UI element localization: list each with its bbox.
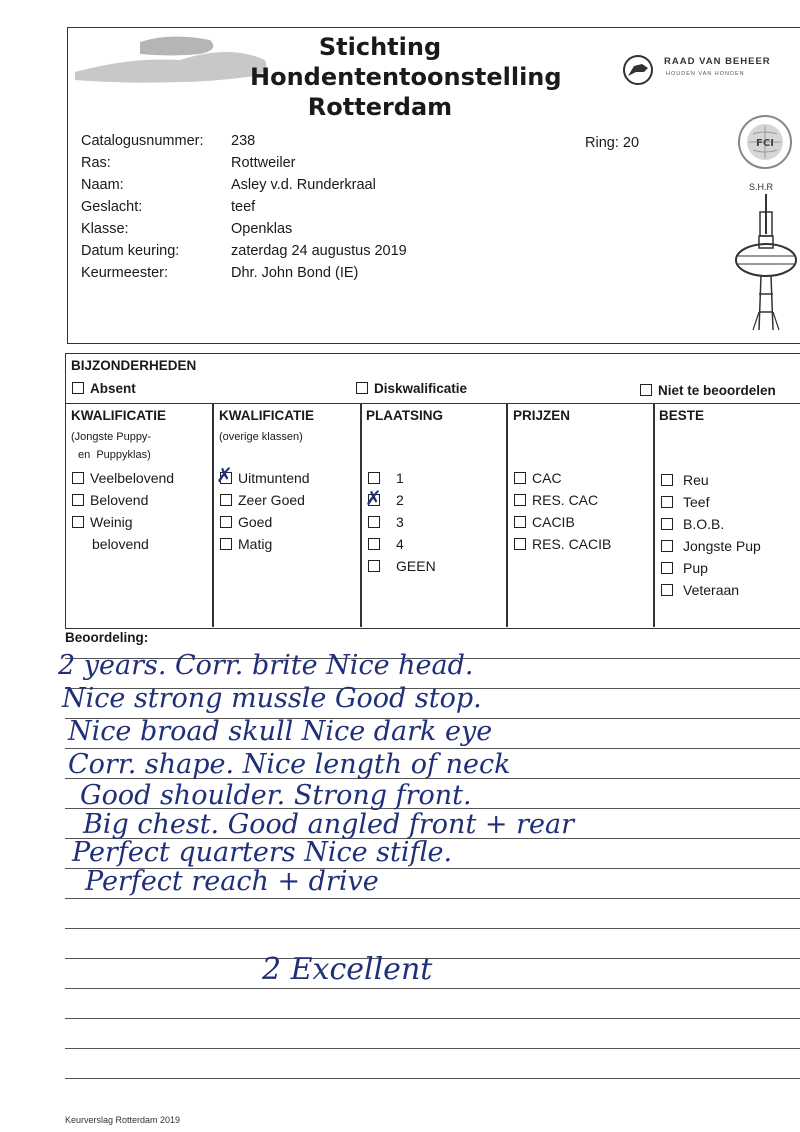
rvb-logo-text: RAAD VAN BEHEER xyxy=(664,56,771,67)
kwal1-sub1: (Jongste Puppy- xyxy=(71,431,152,443)
handwritten-line: Nice strong mussle Good stop. xyxy=(62,683,482,714)
option-label: Reu xyxy=(683,472,709,488)
beoordeling-label: Beoordeling: xyxy=(65,630,149,645)
kwal1-title: KWALIFICATIE xyxy=(71,408,166,423)
prijzen-option[interactable] xyxy=(514,467,562,489)
handwritten-check-mark: ✗ xyxy=(216,463,233,487)
checkbox[interactable] xyxy=(72,516,84,528)
kwal2-option[interactable] xyxy=(220,489,305,511)
page-title xyxy=(250,32,562,122)
checkbox[interactable] xyxy=(661,562,673,574)
checkbox[interactable] xyxy=(661,474,673,486)
prijzen-option[interactable] xyxy=(514,511,575,533)
option-label: GEEN xyxy=(396,558,436,574)
handwritten-line: Nice broad skull Nice dark eye xyxy=(68,716,493,747)
euromast-tower-icon xyxy=(733,194,799,334)
checkbox[interactable] xyxy=(368,538,380,550)
plaatsing-option[interactable] xyxy=(368,533,404,555)
plaatsing-option[interactable] xyxy=(368,555,436,577)
option-label: 4 xyxy=(396,536,404,552)
checkbox[interactable] xyxy=(661,584,673,596)
handwritten-line: Good shoulder. Strong front. xyxy=(80,780,472,811)
rvb-dog-logo-icon xyxy=(620,52,660,88)
kwal1-option[interactable] xyxy=(72,489,148,511)
option-label: Uitmuntend xyxy=(238,470,310,486)
diskwalificatie-option[interactable] xyxy=(356,378,467,400)
rvb-logo-subtitle: HOUDEN VAN HONDEN xyxy=(666,71,745,77)
option-label: Belovend xyxy=(90,492,149,508)
handwritten-line: 2 years. Corr. brite Nice head. xyxy=(58,650,474,681)
title-line-1: Stichting xyxy=(318,33,442,61)
page-footer: Keurverslag Rotterdam 2019 xyxy=(65,1115,181,1125)
option-label: RES. CACIB xyxy=(532,536,612,552)
option-label: Teef xyxy=(683,494,710,510)
value-naam: Asley v.d. Runderkraal xyxy=(231,177,376,193)
column-divider xyxy=(653,403,655,627)
handwritten-line: Perfect reach + drive xyxy=(85,866,379,897)
option-label: Veteraan xyxy=(683,582,740,598)
handwritten-line: Perfect quarters Nice stifle. xyxy=(72,837,453,868)
kwal1-option[interactable] xyxy=(72,511,133,533)
checkbox[interactable] xyxy=(220,494,232,506)
fci-logo-text: FCI xyxy=(756,138,774,149)
niet-beoordelen-label: Niet te beoordelen xyxy=(658,383,776,398)
checkbox[interactable] xyxy=(72,472,84,484)
title-line-3: Rotterdam xyxy=(307,93,453,121)
absent-label: Absent xyxy=(90,381,136,396)
niet-beoordelen-checkbox[interactable] xyxy=(640,384,652,396)
checkbox[interactable] xyxy=(514,516,526,528)
kwal2-sub: (overige klassen) xyxy=(219,431,303,443)
handwritten-check-mark: ✗ xyxy=(365,486,382,510)
ruled-line xyxy=(65,928,800,929)
title-line-2: Hondententoonstelling xyxy=(250,63,562,91)
absent-checkbox[interactable] xyxy=(72,382,84,394)
value-datum: zaterdag 24 augustus 2019 xyxy=(231,243,407,259)
option-label: Jongste Pup xyxy=(683,538,761,554)
option-label: B.O.B. xyxy=(683,516,725,532)
prijzen-title: PRIJZEN xyxy=(513,408,571,423)
label-naam: Naam: xyxy=(81,177,124,193)
ruled-line xyxy=(65,1078,800,1079)
label-datum: Datum keuring: xyxy=(81,243,180,259)
label-catalogusnummer: Catalogusnummer: xyxy=(81,133,204,149)
section-divider xyxy=(65,403,800,404)
kwal2-option[interactable] xyxy=(220,533,272,555)
handwritten-line: Big chest. Good angled front + rear xyxy=(83,809,574,840)
ruled-line xyxy=(65,958,800,959)
checkbox[interactable] xyxy=(220,516,232,528)
checkbox[interactable] xyxy=(661,518,673,530)
plaatsing-option[interactable] xyxy=(368,511,404,533)
checkbox[interactable] xyxy=(368,560,380,572)
option-label: CACIB xyxy=(532,514,575,530)
fci-logo-icon xyxy=(735,112,795,172)
label-keurmeester: Keurmeester: xyxy=(81,265,169,281)
handwritten-line: Corr. shape. Nice length of neck xyxy=(68,749,511,780)
checkbox[interactable] xyxy=(514,538,526,550)
label-geslacht: Geslacht: xyxy=(81,199,143,215)
option-label: 3 xyxy=(396,514,404,530)
option-label: Veelbelovend xyxy=(90,470,175,486)
plaatsing-title: PLAATSING xyxy=(366,408,443,423)
prijzen-option[interactable] xyxy=(514,489,598,511)
diskwalificatie-checkbox[interactable] xyxy=(356,382,368,394)
kwal1-option-continued: belovend xyxy=(92,536,149,552)
beste-title: BESTE xyxy=(659,408,705,423)
option-label: CAC xyxy=(532,470,562,486)
beste-option[interactable] xyxy=(661,579,739,601)
ruled-line xyxy=(65,1048,800,1049)
bijzonderheden-title: BIJZONDERHEDEN xyxy=(71,358,197,373)
kwal1-option[interactable] xyxy=(72,467,174,489)
option-label: Matig xyxy=(238,536,273,552)
option-label: Weinig xyxy=(90,514,133,530)
option-label: Goed xyxy=(238,514,273,530)
hands-logo xyxy=(70,32,270,92)
value-klasse: Openklas xyxy=(231,221,293,237)
ring-number: Ring: 20 xyxy=(585,135,640,151)
value-catalogusnummer: 238 xyxy=(231,133,256,149)
beste-option[interactable] xyxy=(661,557,708,579)
beste-option[interactable] xyxy=(661,469,709,491)
ruled-line xyxy=(65,988,800,989)
checkbox[interactable] xyxy=(72,494,84,506)
column-divider xyxy=(212,403,214,627)
handwritten-result: 2 Excellent xyxy=(262,952,433,987)
option-label: Zeer Goed xyxy=(238,492,305,508)
checkbox[interactable] xyxy=(368,516,380,528)
label-klasse: Klasse: xyxy=(81,221,129,237)
niet-beoordelen-option[interactable] xyxy=(640,380,776,402)
kwal1-sub2: en Puppyklas) xyxy=(78,449,151,461)
value-keurmeester: Dhr. John Bond (IE) xyxy=(231,265,359,281)
checkbox[interactable] xyxy=(514,494,526,506)
ruled-line xyxy=(65,898,800,899)
ruled-line xyxy=(65,1018,800,1019)
kwal2-title: KWALIFICATIE xyxy=(219,408,314,423)
column-divider xyxy=(360,403,362,627)
checkbox[interactable] xyxy=(661,496,673,508)
beste-option[interactable] xyxy=(661,535,761,557)
prijzen-option[interactable] xyxy=(514,533,611,555)
beste-option[interactable] xyxy=(661,513,724,535)
absent-option[interactable] xyxy=(72,378,136,400)
label-ras: Ras: xyxy=(81,155,111,171)
value-geslacht: teef xyxy=(231,199,256,215)
option-label: 1 xyxy=(396,470,404,486)
diskwalificatie-label: Diskwalificatie xyxy=(374,381,468,396)
value-ras: Rottweiler xyxy=(231,155,296,171)
checkbox[interactable] xyxy=(368,472,380,484)
checkbox[interactable] xyxy=(220,538,232,550)
option-label: Pup xyxy=(683,560,708,576)
option-label: 2 xyxy=(396,492,404,508)
kwal2-option[interactable] xyxy=(220,511,272,533)
kwal2-option[interactable] xyxy=(220,467,310,489)
checkbox[interactable] xyxy=(661,540,673,552)
option-label: RES. CAC xyxy=(532,492,599,508)
checkbox[interactable] xyxy=(514,472,526,484)
beste-option[interactable] xyxy=(661,491,709,513)
shr-logo-text: S.H.R xyxy=(749,182,774,192)
column-divider xyxy=(506,403,508,627)
